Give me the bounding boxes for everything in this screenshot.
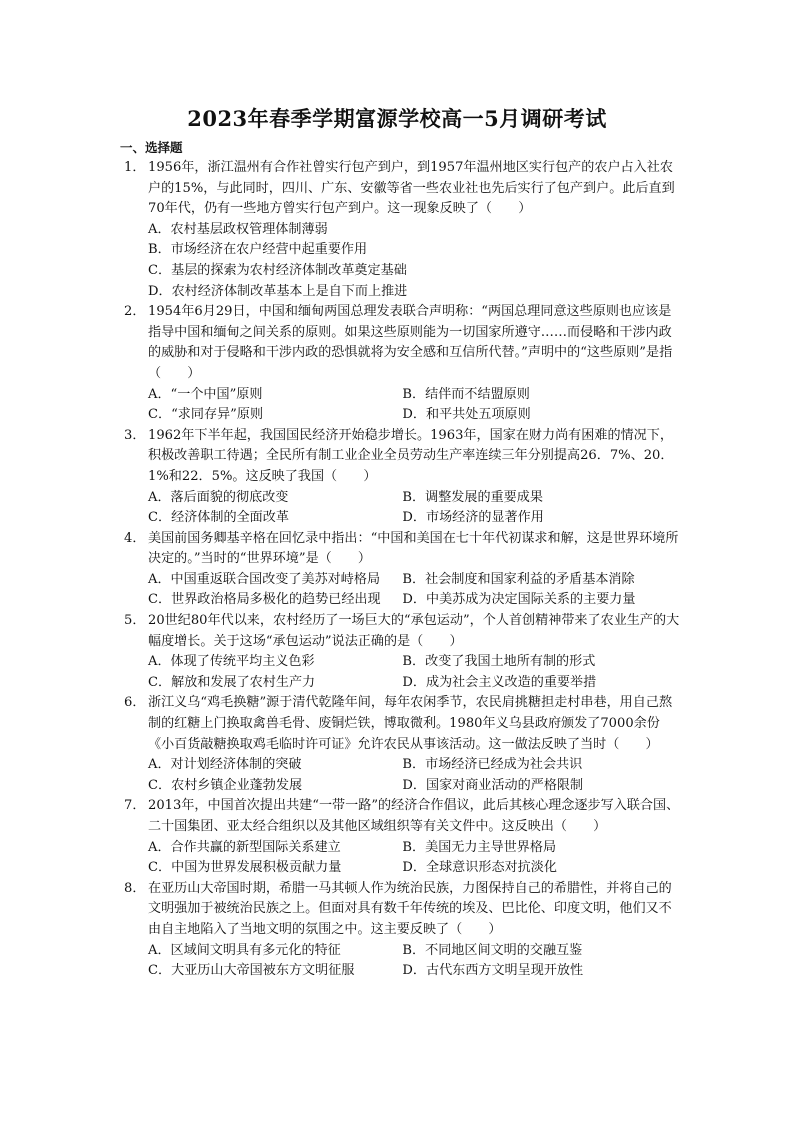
option-d: D．古代东西方文明呈现开放性 xyxy=(402,963,584,979)
question-number: 8． xyxy=(124,880,146,896)
option-a: A．“一个中国”原则 xyxy=(148,386,263,402)
question-text: 美国前国务卿基辛格在回忆录中指出：“中国和美国在七十年代初谋求和解，这是世界环境所决定的。”当时的“世界环境”是（ ） xyxy=(148,530,679,567)
options xyxy=(148,652,684,693)
option-a: A．落后面貌的彻底改变 xyxy=(148,489,289,505)
options xyxy=(148,220,684,302)
option-b: B．改变了我国土地所有制的形式 xyxy=(402,654,596,670)
options xyxy=(148,570,684,611)
question-2 xyxy=(124,302,684,426)
option-b: B．市场经济已经成为社会共识 xyxy=(402,757,583,773)
question-number: 5． xyxy=(124,613,146,629)
question-number: 3． xyxy=(124,427,146,443)
question-5 xyxy=(124,611,684,693)
option-c: C．世界政治格局多极化的趋势已经出现 xyxy=(148,592,381,608)
option-b: B．结伴而不结盟原则 xyxy=(402,386,530,402)
option-a: A．中国重返联合国改变了美苏对峙格局 xyxy=(148,571,381,587)
question-text: 2013年，中国首次提出共建“一带一路”的经济合作倡议，此后其核心理念逐步写入联合国、二十国集团、亚太经合组织以及其他区域组织等有关文件中。这反映出（ ） xyxy=(148,798,680,834)
option-d: D．中美苏成为决定国际关系的主要力量 xyxy=(402,592,636,608)
question-text: 1962年下半年起，我国国民经济开始稳步增长。1963年，国家在财力尚有困难的情况下，积极改善职工待遇；全民所有制工业企业全员劳动生产率连续三年分别提高26．7%、20．1%和22．5%。这反映了我国（ ） xyxy=(148,427,674,484)
question-text: 20世纪80年代以来，农村经历了一场巨大的“承包运动”，个人首创精神带来了农业生产的大幅度增长。关于这场“承包运动”说法正确的是（ ） xyxy=(148,613,680,649)
option-d: D．和平共处五项原则 xyxy=(402,407,531,423)
option-a: A．合作共赢的新型国际关系建立 xyxy=(148,839,341,855)
question-3 xyxy=(124,426,684,529)
option-c: C．解放和发展了农村生产力 xyxy=(148,674,316,690)
option-b: B．调整发展的重要成果 xyxy=(402,489,543,505)
question-4 xyxy=(124,529,684,611)
question-number: 1． xyxy=(124,160,146,175)
option-a: A．农村基层政权管理体制薄弱 xyxy=(148,221,328,237)
section-heading: 一、选择题 xyxy=(120,140,183,155)
question-number: 6． xyxy=(124,695,146,711)
question-text: 1954年6月29日，中国和缅甸两国总理发表联合声明称：“两国总理同意这些原则也应该是指导中国和缅甸之间关系的原则。如果这些原则能为一切国家所遵守……而侵略和干涉内政的威胁和对于侵略和干涉内政的恐惧就将为安全感和互信所代替。”声明中的“这些原则”是指（ ） xyxy=(148,304,673,381)
option-b: B．美国无力主导世界格局 xyxy=(402,839,557,855)
question-number: 4． xyxy=(124,530,146,546)
question-number: 2． xyxy=(124,304,146,320)
options xyxy=(148,941,684,982)
option-c: C．农村乡镇企业蓬勃发展 xyxy=(148,777,303,793)
option-d: D．全球意识形态对抗淡化 xyxy=(402,860,557,876)
question-1 xyxy=(124,158,684,302)
question-text: 在亚历山大帝国时期，希腊一马其顿人作为统治民族，力图保持自己的希腊性，并将自己的文明强加于被统治民族之上。但面对具有数千年传统的埃及、巴比伦、印度文明，他们又不由自主地陷入了当地文明的氛围之中。这主要反映了（ ） xyxy=(148,880,672,937)
question-text: 1956年，浙江温州有合作社曾实行包产到户，到1957年温州地区实行包产的农户占入社农户的15%，与此同时，四川、广东、安徽等省一些农业社也先后实行了包产到户。此后直到70年代，仍有一些地方曾实行包产到户。这一现象反映了（ ） xyxy=(148,160,675,217)
exam-title: 2023年春季学期富源学校高一5月调研考试 xyxy=(187,106,607,131)
option-c: C．大亚历山大帝国被东方文明征服 xyxy=(148,963,355,979)
question-list xyxy=(124,158,684,982)
options xyxy=(148,488,684,529)
option-b: B．市场经济在农户经营中起重要作用 xyxy=(148,242,368,258)
option-c: C．中国为世界发展积极贡献力量 xyxy=(148,860,342,876)
options xyxy=(148,755,684,796)
option-d: D．市场经济的显著作用 xyxy=(402,510,544,526)
option-b: B．不同地区间文明的交融互鉴 xyxy=(402,942,583,958)
option-d: D．成为社会主义改造的重要举措 xyxy=(402,674,597,690)
question-text: 浙江义乌“鸡毛换糖”源于清代乾隆年间，每年农闲季节，农民肩挑糖担走村串巷，用自己熬制的红糖上门换取禽兽毛骨、废铜烂铁，博取微利。1980年义乌县政府颁发了7000余份《小百货敲糖换取鸡毛临时许可证》允许农民从事该活动。这一做法反映了当时（ ） xyxy=(148,695,673,752)
option-a: A．对计划经济体制的突破 xyxy=(148,757,302,773)
option-d: D．国家对商业活动的严格限制 xyxy=(402,777,584,793)
option-a: A．区域间文明具有多元化的特征 xyxy=(148,942,341,958)
options xyxy=(148,838,684,879)
option-a: A．体现了传统平均主义色彩 xyxy=(148,654,315,670)
option-b: B．社会制度和国家利益的矛盾基本消除 xyxy=(402,571,635,587)
question-7 xyxy=(124,796,684,878)
option-c: C．基层的探索为农村经济体制改革奠定基础 xyxy=(148,262,407,278)
question-6 xyxy=(124,693,684,796)
options xyxy=(148,385,684,426)
question-8 xyxy=(124,879,684,982)
question-number: 7． xyxy=(124,798,146,814)
option-d: D．农村经济体制改革基本上是自下而上推进 xyxy=(148,283,408,299)
option-c: C．经济体制的全面改革 xyxy=(148,510,289,526)
option-c: C．“求同存异”原则 xyxy=(148,407,264,423)
